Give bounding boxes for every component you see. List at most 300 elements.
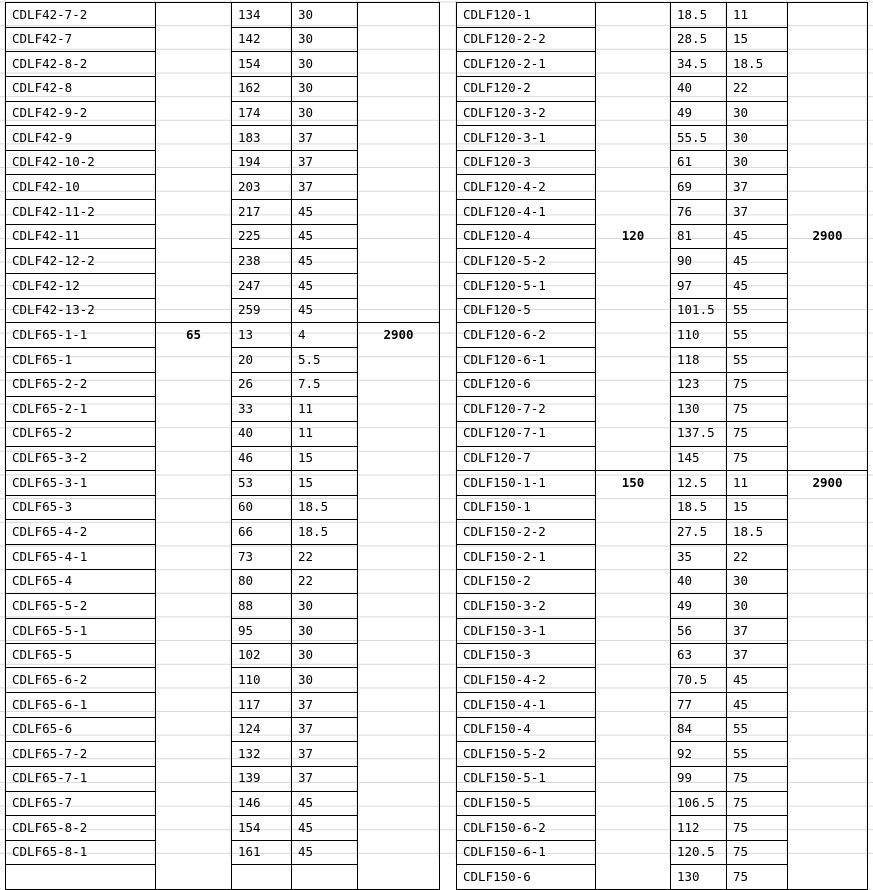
- cell-head[interactable]: 123: [671, 372, 727, 397]
- cell-flow[interactable]: [596, 545, 671, 570]
- cell-flow[interactable]: [596, 274, 671, 299]
- cell-power[interactable]: 37: [292, 742, 358, 767]
- cell-head[interactable]: 137.5: [671, 421, 727, 446]
- cell-model[interactable]: CDLF150-2-1: [457, 545, 596, 570]
- cell-head[interactable]: 76: [671, 200, 727, 225]
- cell-power[interactable]: 18.5: [292, 495, 358, 520]
- cell-head[interactable]: 56: [671, 619, 727, 644]
- cell-speed[interactable]: [788, 126, 868, 151]
- cell-flow[interactable]: [596, 372, 671, 397]
- cell-head[interactable]: 88: [232, 594, 292, 619]
- cell-model[interactable]: CDLF150-2: [457, 569, 596, 594]
- cell-head[interactable]: 154: [232, 816, 292, 841]
- cell-power[interactable]: 45: [727, 249, 788, 274]
- cell-head[interactable]: 40: [671, 76, 727, 101]
- cell-speed[interactable]: [358, 421, 440, 446]
- cell-head[interactable]: 18.5: [671, 3, 727, 28]
- cell-speed[interactable]: [788, 101, 868, 126]
- cell-flow[interactable]: [596, 323, 671, 348]
- cell-power[interactable]: 30: [727, 126, 788, 151]
- cell-head[interactable]: 118: [671, 347, 727, 372]
- cell-model[interactable]: CDLF65-2-1: [6, 397, 156, 422]
- cell-head[interactable]: 40: [232, 421, 292, 446]
- cell-speed[interactable]: [788, 791, 868, 816]
- cell-power[interactable]: 11: [727, 471, 788, 496]
- cell-speed[interactable]: [788, 372, 868, 397]
- cell-flow[interactable]: [156, 3, 232, 28]
- cell-speed[interactable]: [358, 742, 440, 767]
- cell-power[interactable]: 45: [727, 274, 788, 299]
- cell-model[interactable]: CDLF120-3-1: [457, 126, 596, 151]
- cell-flow[interactable]: 65: [156, 323, 232, 348]
- cell-speed[interactable]: [358, 3, 440, 28]
- cell-flow[interactable]: [156, 742, 232, 767]
- cell-head[interactable]: 35: [671, 545, 727, 570]
- cell-speed[interactable]: [358, 175, 440, 200]
- cell-model[interactable]: CDLF120-7-1: [457, 421, 596, 446]
- cell-head[interactable]: 130: [671, 865, 727, 890]
- cell-flow[interactable]: [596, 421, 671, 446]
- cell-power[interactable]: 15: [292, 471, 358, 496]
- cell-head[interactable]: 46: [232, 446, 292, 471]
- cell-model[interactable]: CDLF65-8-1: [6, 840, 156, 865]
- cell-flow[interactable]: [156, 816, 232, 841]
- cell-model[interactable]: CDLF65-4-1: [6, 545, 156, 570]
- cell-speed[interactable]: [358, 545, 440, 570]
- cell-power[interactable]: 15: [727, 27, 788, 52]
- cell-power[interactable]: 30: [292, 101, 358, 126]
- cell-power[interactable]: 15: [727, 495, 788, 520]
- cell-model[interactable]: CDLF42-10: [6, 175, 156, 200]
- cell-speed[interactable]: [788, 249, 868, 274]
- cell-flow[interactable]: [596, 52, 671, 77]
- cell-power[interactable]: 45: [727, 692, 788, 717]
- cell-speed[interactable]: [788, 495, 868, 520]
- cell-model[interactable]: CDLF42-7-2: [6, 3, 156, 28]
- cell-head[interactable]: 63: [671, 643, 727, 668]
- cell-speed[interactable]: [788, 816, 868, 841]
- cell-flow[interactable]: [156, 175, 232, 200]
- cell-head[interactable]: 130: [671, 397, 727, 422]
- cell-speed[interactable]: 2900: [788, 471, 868, 496]
- cell-power[interactable]: 30: [292, 52, 358, 77]
- cell-head[interactable]: 33: [232, 397, 292, 422]
- cell-model[interactable]: CDLF120-2: [457, 76, 596, 101]
- cell-model[interactable]: CDLF120-4-2: [457, 175, 596, 200]
- cell-power[interactable]: 37: [292, 692, 358, 717]
- cell-speed[interactable]: [358, 766, 440, 791]
- cell-power[interactable]: 37: [292, 717, 358, 742]
- cell-speed[interactable]: [358, 816, 440, 841]
- cell-head[interactable]: 73: [232, 545, 292, 570]
- cell-power[interactable]: 55: [727, 742, 788, 767]
- cell-head[interactable]: 60: [232, 495, 292, 520]
- cell-model[interactable]: CDLF65-5-2: [6, 594, 156, 619]
- cell-speed[interactable]: [358, 520, 440, 545]
- cell-model[interactable]: CDLF42-9: [6, 126, 156, 151]
- cell-speed[interactable]: [788, 619, 868, 644]
- cell-head[interactable]: 18.5: [671, 495, 727, 520]
- cell-speed[interactable]: [358, 27, 440, 52]
- cell-speed[interactable]: [358, 397, 440, 422]
- cell-speed[interactable]: [358, 347, 440, 372]
- cell-speed[interactable]: [788, 397, 868, 422]
- cell-model[interactable]: CDLF120-7: [457, 446, 596, 471]
- cell-flow[interactable]: [156, 224, 232, 249]
- cell-model[interactable]: CDLF120-6-2: [457, 323, 596, 348]
- cell-power[interactable]: 30: [727, 569, 788, 594]
- cell-model[interactable]: CDLF120-1: [457, 3, 596, 28]
- cell-head[interactable]: 70.5: [671, 668, 727, 693]
- cell-model[interactable]: CDLF65-6-2: [6, 668, 156, 693]
- cell-power[interactable]: 37: [727, 619, 788, 644]
- cell-model[interactable]: CDLF42-7: [6, 27, 156, 52]
- cell-head[interactable]: 183: [232, 126, 292, 151]
- cell-model[interactable]: CDLF150-5-2: [457, 742, 596, 767]
- cell-power[interactable]: 18.5: [727, 52, 788, 77]
- cell-model[interactable]: CDLF120-2-2: [457, 27, 596, 52]
- cell-model[interactable]: CDLF42-11-2: [6, 200, 156, 225]
- cell-flow[interactable]: [596, 668, 671, 693]
- cell-flow[interactable]: [156, 421, 232, 446]
- cell-head[interactable]: 134: [232, 3, 292, 28]
- cell-model[interactable]: CDLF65-7: [6, 791, 156, 816]
- cell-model[interactable]: CDLF150-5-1: [457, 766, 596, 791]
- cell-model[interactable]: CDLF65-4-2: [6, 520, 156, 545]
- cell-power[interactable]: 75: [727, 766, 788, 791]
- cell-flow[interactable]: [156, 840, 232, 865]
- cell-flow[interactable]: [596, 249, 671, 274]
- cell-power[interactable]: 75: [727, 840, 788, 865]
- cell-speed[interactable]: [788, 274, 868, 299]
- cell-speed[interactable]: [788, 175, 868, 200]
- cell-speed[interactable]: [358, 372, 440, 397]
- cell-flow[interactable]: [596, 643, 671, 668]
- cell-model[interactable]: CDLF42-8-2: [6, 52, 156, 77]
- cell-speed[interactable]: [358, 692, 440, 717]
- cell-flow[interactable]: [596, 298, 671, 323]
- cell-head[interactable]: 13: [232, 323, 292, 348]
- cell-power[interactable]: 11: [292, 397, 358, 422]
- cell-model[interactable]: CDLF150-4: [457, 717, 596, 742]
- cell-power[interactable]: 22: [292, 545, 358, 570]
- cell-power[interactable]: 75: [727, 865, 788, 890]
- cell-power[interactable]: 37: [727, 200, 788, 225]
- cell-model[interactable]: CDLF65-8-2: [6, 816, 156, 841]
- cell-flow[interactable]: [596, 347, 671, 372]
- cell-model[interactable]: CDLF65-6-1: [6, 692, 156, 717]
- cell-power[interactable]: 55: [727, 717, 788, 742]
- cell-speed[interactable]: [788, 865, 868, 890]
- cell-power[interactable]: 30: [727, 101, 788, 126]
- cell-model[interactable]: CDLF150-6-1: [457, 840, 596, 865]
- cell-flow[interactable]: [156, 101, 232, 126]
- cell-speed[interactable]: [788, 643, 868, 668]
- cell-power[interactable]: 22: [727, 76, 788, 101]
- cell-speed[interactable]: [788, 76, 868, 101]
- cell-head[interactable]: 225: [232, 224, 292, 249]
- cell-model[interactable]: CDLF120-6-1: [457, 347, 596, 372]
- cell-power[interactable]: 75: [727, 397, 788, 422]
- cell-speed[interactable]: [358, 150, 440, 175]
- cell-power[interactable]: 45: [292, 816, 358, 841]
- cell-model[interactable]: CDLF42-10-2: [6, 150, 156, 175]
- cell-head[interactable]: 90: [671, 249, 727, 274]
- cell-model[interactable]: CDLF42-8: [6, 76, 156, 101]
- cell-head[interactable]: 49: [671, 594, 727, 619]
- cell-power[interactable]: 30: [292, 594, 358, 619]
- cell-power[interactable]: 75: [727, 791, 788, 816]
- cell-flow[interactable]: [156, 200, 232, 225]
- cell-power[interactable]: 45: [292, 274, 358, 299]
- cell-flow[interactable]: [596, 3, 671, 28]
- cell-power[interactable]: 18.5: [292, 520, 358, 545]
- cell-head[interactable]: 120.5: [671, 840, 727, 865]
- cell-head[interactable]: 81: [671, 224, 727, 249]
- cell-speed[interactable]: [358, 840, 440, 865]
- cell-head[interactable]: 146: [232, 791, 292, 816]
- cell-power[interactable]: 45: [292, 249, 358, 274]
- cell-flow[interactable]: [156, 545, 232, 570]
- cell-head[interactable]: 110: [232, 668, 292, 693]
- cell-power[interactable]: 55: [727, 298, 788, 323]
- cell-flow[interactable]: [596, 717, 671, 742]
- cell-flow[interactable]: [156, 274, 232, 299]
- cell-speed[interactable]: [788, 52, 868, 77]
- cell-flow[interactable]: [596, 569, 671, 594]
- cell-power[interactable]: 55: [727, 347, 788, 372]
- cell-power[interactable]: 22: [727, 545, 788, 570]
- cell-model[interactable]: CDLF150-6: [457, 865, 596, 890]
- cell-model[interactable]: CDLF150-3-2: [457, 594, 596, 619]
- cell-speed[interactable]: [788, 347, 868, 372]
- cell-flow[interactable]: [156, 397, 232, 422]
- cell-model[interactable]: CDLF120-4: [457, 224, 596, 249]
- cell-speed[interactable]: [788, 200, 868, 225]
- cell-speed[interactable]: [788, 668, 868, 693]
- cell-speed[interactable]: [788, 298, 868, 323]
- cell-power[interactable]: 30: [292, 27, 358, 52]
- cell-flow[interactable]: [156, 791, 232, 816]
- cell-speed[interactable]: [358, 101, 440, 126]
- cell-speed[interactable]: [788, 323, 868, 348]
- cell-model[interactable]: CDLF65-5: [6, 643, 156, 668]
- cell-speed[interactable]: 2900: [358, 323, 440, 348]
- cell-flow[interactable]: [596, 692, 671, 717]
- cell-power[interactable]: 37: [292, 175, 358, 200]
- cell-speed[interactable]: [358, 76, 440, 101]
- cell-flow[interactable]: [596, 76, 671, 101]
- cell-speed[interactable]: [788, 766, 868, 791]
- cell-flow[interactable]: [596, 397, 671, 422]
- cell-head[interactable]: 102: [232, 643, 292, 668]
- cell-model[interactable]: CDLF42-9-2: [6, 101, 156, 126]
- cell-flow[interactable]: [596, 816, 671, 841]
- cell-power[interactable]: 15: [292, 446, 358, 471]
- cell-power[interactable]: 45: [727, 224, 788, 249]
- cell-flow[interactable]: [596, 200, 671, 225]
- cell-flow[interactable]: [156, 298, 232, 323]
- cell-flow[interactable]: [596, 446, 671, 471]
- cell-head[interactable]: 101.5: [671, 298, 727, 323]
- cell-flow[interactable]: [156, 865, 232, 890]
- cell-speed[interactable]: [358, 298, 440, 323]
- cell-flow[interactable]: [596, 619, 671, 644]
- cell-model[interactable]: CDLF65-1-1: [6, 323, 156, 348]
- cell-model[interactable]: CDLF150-1-1: [457, 471, 596, 496]
- cell-flow[interactable]: [156, 52, 232, 77]
- cell-model[interactable]: CDLF42-13-2: [6, 298, 156, 323]
- cell-power[interactable]: 37: [292, 126, 358, 151]
- cell-model[interactable]: CDLF65-7-2: [6, 742, 156, 767]
- cell-power[interactable]: 45: [292, 298, 358, 323]
- cell-speed[interactable]: [358, 865, 440, 890]
- cell-head[interactable]: 53: [232, 471, 292, 496]
- cell-model[interactable]: [6, 865, 156, 890]
- cell-head[interactable]: 106.5: [671, 791, 727, 816]
- cell-head[interactable]: 92: [671, 742, 727, 767]
- cell-head[interactable]: 145: [671, 446, 727, 471]
- cell-head[interactable]: 66: [232, 520, 292, 545]
- cell-head[interactable]: 132: [232, 742, 292, 767]
- cell-head[interactable]: 142: [232, 27, 292, 52]
- cell-model[interactable]: CDLF120-5-1: [457, 274, 596, 299]
- cell-flow[interactable]: [156, 594, 232, 619]
- cell-flow[interactable]: [156, 126, 232, 151]
- cell-flow[interactable]: [156, 643, 232, 668]
- cell-model[interactable]: CDLF65-2-2: [6, 372, 156, 397]
- cell-model[interactable]: CDLF65-1: [6, 347, 156, 372]
- cell-flow[interactable]: [156, 668, 232, 693]
- cell-head[interactable]: 69: [671, 175, 727, 200]
- cell-speed[interactable]: [358, 471, 440, 496]
- cell-head[interactable]: 238: [232, 249, 292, 274]
- cell-flow[interactable]: [596, 101, 671, 126]
- cell-speed[interactable]: [358, 126, 440, 151]
- cell-power[interactable]: 7.5: [292, 372, 358, 397]
- cell-head[interactable]: 20: [232, 347, 292, 372]
- cell-power[interactable]: 30: [292, 76, 358, 101]
- cell-power[interactable]: 37: [292, 150, 358, 175]
- cell-speed[interactable]: [788, 545, 868, 570]
- cell-model[interactable]: CDLF120-2-1: [457, 52, 596, 77]
- cell-power[interactable]: 11: [292, 421, 358, 446]
- cell-flow[interactable]: [596, 840, 671, 865]
- cell-speed[interactable]: [788, 717, 868, 742]
- cell-speed[interactable]: [358, 717, 440, 742]
- cell-flow[interactable]: [596, 495, 671, 520]
- cell-head[interactable]: 95: [232, 619, 292, 644]
- cell-model[interactable]: CDLF150-3-1: [457, 619, 596, 644]
- cell-speed[interactable]: [788, 150, 868, 175]
- cell-model[interactable]: CDLF65-5-1: [6, 619, 156, 644]
- cell-head[interactable]: 26: [232, 372, 292, 397]
- cell-head[interactable]: 99: [671, 766, 727, 791]
- cell-power[interactable]: 30: [727, 150, 788, 175]
- cell-flow[interactable]: [156, 619, 232, 644]
- cell-head[interactable]: 110: [671, 323, 727, 348]
- cell-model[interactable]: CDLF65-3-1: [6, 471, 156, 496]
- cell-model[interactable]: CDLF120-7-2: [457, 397, 596, 422]
- cell-power[interactable]: 30: [292, 643, 358, 668]
- cell-power[interactable]: 37: [727, 175, 788, 200]
- cell-flow[interactable]: [156, 471, 232, 496]
- cell-head[interactable]: 247: [232, 274, 292, 299]
- cell-flow[interactable]: [156, 372, 232, 397]
- cell-model[interactable]: CDLF150-3: [457, 643, 596, 668]
- cell-flow[interactable]: [596, 791, 671, 816]
- cell-speed[interactable]: [788, 594, 868, 619]
- cell-model[interactable]: CDLF65-2: [6, 421, 156, 446]
- cell-power[interactable]: 37: [727, 643, 788, 668]
- cell-speed[interactable]: [788, 421, 868, 446]
- cell-power[interactable]: 45: [292, 840, 358, 865]
- cell-model[interactable]: CDLF150-4-1: [457, 692, 596, 717]
- cell-speed[interactable]: [788, 520, 868, 545]
- cell-power[interactable]: 30: [292, 619, 358, 644]
- cell-speed[interactable]: [358, 200, 440, 225]
- cell-power[interactable]: 55: [727, 323, 788, 348]
- cell-head[interactable]: 34.5: [671, 52, 727, 77]
- cell-model[interactable]: CDLF150-5: [457, 791, 596, 816]
- cell-power[interactable]: 45: [727, 668, 788, 693]
- cell-head[interactable]: 194: [232, 150, 292, 175]
- cell-model[interactable]: CDLF150-1: [457, 495, 596, 520]
- cell-speed[interactable]: [358, 495, 440, 520]
- cell-power[interactable]: 18.5: [727, 520, 788, 545]
- cell-power[interactable]: 45: [292, 791, 358, 816]
- cell-speed[interactable]: [788, 840, 868, 865]
- cell-flow[interactable]: [596, 27, 671, 52]
- cell-head[interactable]: 162: [232, 76, 292, 101]
- cell-flow[interactable]: [596, 766, 671, 791]
- cell-flow[interactable]: [156, 766, 232, 791]
- cell-flow[interactable]: [156, 347, 232, 372]
- cell-head[interactable]: 174: [232, 101, 292, 126]
- cell-speed[interactable]: [358, 594, 440, 619]
- cell-head[interactable]: 124: [232, 717, 292, 742]
- cell-head[interactable]: 154: [232, 52, 292, 77]
- cell-flow[interactable]: [596, 742, 671, 767]
- cell-power[interactable]: 30: [292, 3, 358, 28]
- cell-speed[interactable]: [788, 742, 868, 767]
- cell-power[interactable]: 45: [292, 224, 358, 249]
- cell-power[interactable]: 75: [727, 421, 788, 446]
- cell-speed[interactable]: [788, 27, 868, 52]
- cell-model[interactable]: CDLF65-4: [6, 569, 156, 594]
- cell-head[interactable]: 112: [671, 816, 727, 841]
- cell-flow[interactable]: [156, 692, 232, 717]
- cell-speed[interactable]: [358, 274, 440, 299]
- cell-model[interactable]: CDLF120-5: [457, 298, 596, 323]
- cell-flow[interactable]: [156, 446, 232, 471]
- cell-model[interactable]: CDLF150-6-2: [457, 816, 596, 841]
- cell-head[interactable]: 161: [232, 840, 292, 865]
- cell-head[interactable]: 139: [232, 766, 292, 791]
- cell-head[interactable]: 77: [671, 692, 727, 717]
- cell-model[interactable]: CDLF65-3-2: [6, 446, 156, 471]
- cell-speed[interactable]: [358, 668, 440, 693]
- cell-power[interactable]: 11: [727, 3, 788, 28]
- cell-model[interactable]: CDLF120-3: [457, 150, 596, 175]
- cell-model[interactable]: CDLF150-4-2: [457, 668, 596, 693]
- cell-speed[interactable]: [788, 3, 868, 28]
- cell-flow[interactable]: [156, 150, 232, 175]
- cell-head[interactable]: 217: [232, 200, 292, 225]
- cell-model[interactable]: CDLF120-3-2: [457, 101, 596, 126]
- cell-model[interactable]: CDLF65-7-1: [6, 766, 156, 791]
- cell-flow[interactable]: [596, 150, 671, 175]
